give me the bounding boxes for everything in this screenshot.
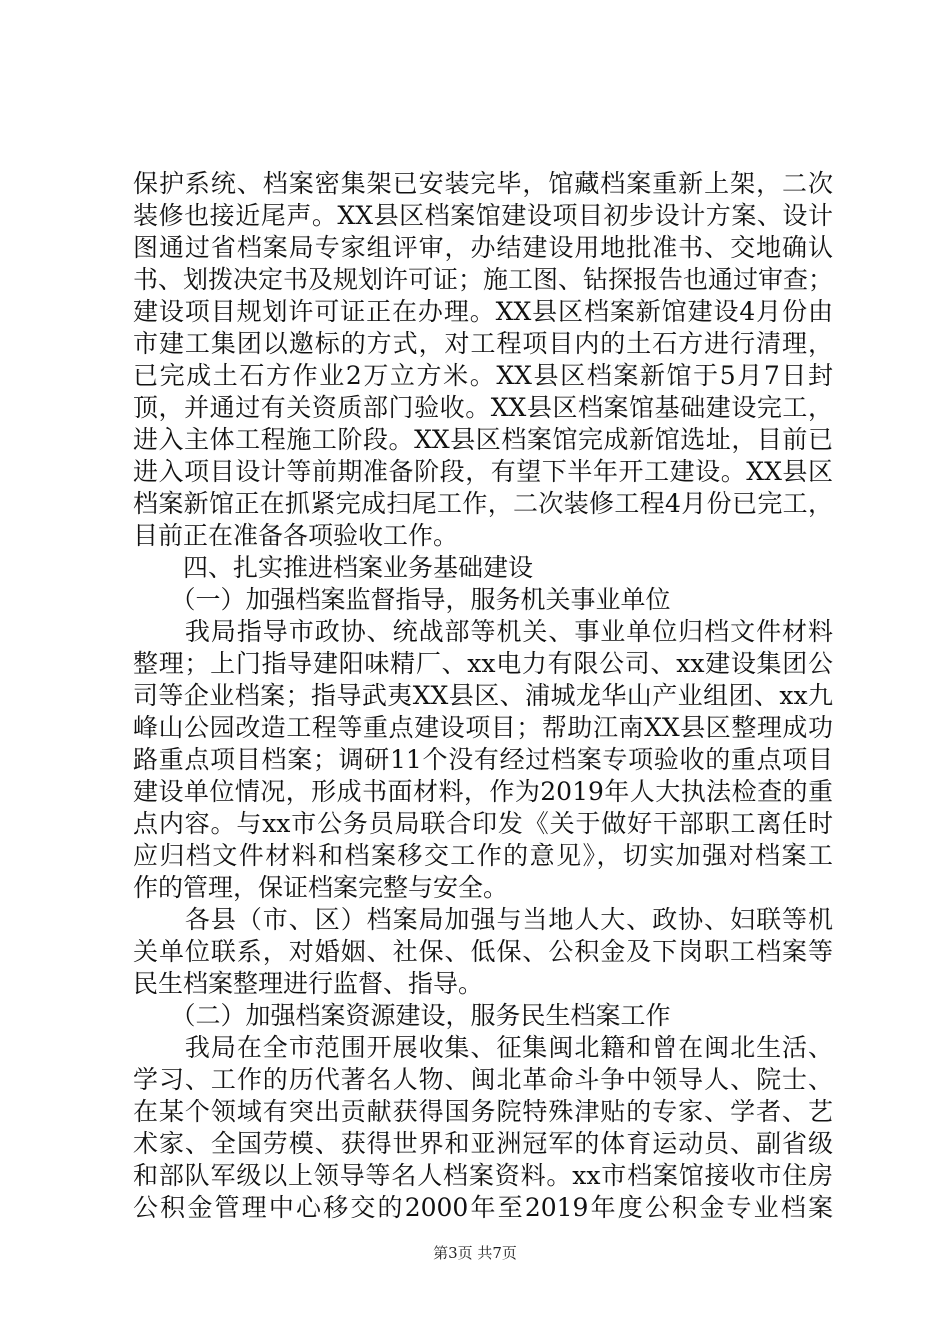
paragraph-line: 保护系统、档案密集架已安装完毕，馆藏档案重新上架，二次 [133,169,833,198]
section-heading: 四、扎实推进档案业务基础建设 [133,553,534,582]
paragraph-line: 术家、全国劳模、获得世界和亚洲冠军的体育运动员、副省级 [133,1129,833,1158]
paragraph-line: 建设单位情况，形成书面材料，作为2019年人大执法检查的重 [133,777,833,806]
paragraph-line: 书、划拨决定书及规划许可证；施工图、钻探报告也通过审查； [133,265,833,294]
paragraph-line: 顶，并通过有关资质部门验收。XX县区档案馆基础建设完工， [133,393,833,422]
paragraph-line: 装修也接近尾声。XX县区档案馆建设项目初步设计方案、设计 [133,201,833,230]
paragraph-line: 司等企业档案；指导武夷XX县区、浦城龙华山产业组团、xx九 [133,681,833,710]
paragraph-line: 建设项目规划许可证正在办理。XX县区档案新馆建设4月份由 [133,297,833,326]
paragraph-line: 在某个领域有突出贡献获得国务院特殊津贴的专家、学者、艺 [133,1097,833,1126]
paragraph-line: 点内容。与xx市公务员局联合印发《关于做好干部职工离任时 [133,809,833,838]
paragraph-line: 民生档案整理进行监督、指导。 [133,969,484,998]
paragraph-line: 市建工集团以邀标的方式，对工程项目内的土石方进行清理， [133,329,833,358]
paragraph-line: 峰山公园改造工程等重点建设项目；帮助江南XX县区整理成功 [133,713,833,742]
paragraph-line: 我局在全市范围开展收集、征集闽北籍和曾在闽北生活、 [133,1033,833,1062]
paragraph-line: 进入项目设计等前期准备阶段，有望下半年开工建设。XX县区 [133,457,833,486]
page-number-footer: 第3页 共7页 [433,1244,517,1262]
paragraph-line: 路重点项目档案；调研11个没有经过档案专项验收的重点项目 [133,745,833,774]
paragraph-line: 我局指导市政协、统战部等机关、事业单位归档文件材料 [133,617,833,646]
paragraph-line: 应归档文件材料和档案移交工作的意见》，切实加强对档案工 [133,841,833,870]
paragraph-line: 已完成土石方作业2万立方米。XX县区档案新馆于5月7日封 [133,361,833,390]
paragraph-line: 档案新馆正在抓紧完成扫尾工作，二次装修工程4月份已完工， [133,489,833,518]
paragraph-line: 公积金管理中心移交的2000年至2019年度公积金专业档案 [133,1193,833,1222]
paragraph-line: 整理；上门指导建阳味精厂、xx电力有限公司、xx建设集团公 [133,649,833,678]
subsection-heading: （二）加强档案资源建设，服务民生档案工作 [133,1001,671,1030]
subsection-heading: （一）加强档案监督指导，服务机关事业单位 [133,585,671,614]
paragraph-line: 进入主体工程施工阶段。XX县区档案馆完成新馆选址，目前已 [133,425,833,454]
paragraph-line: 各县（市、区）档案局加强与当地人大、政协、妇联等机 [133,905,833,934]
paragraph-line: 学习、工作的历代著名人物、闽北革命斗争中领导人、院士、 [133,1065,833,1094]
paragraph-line: 作的管理，保证档案完整与安全。 [133,873,509,902]
paragraph-line: 和部队军级以上领导等名人档案资料。xx市档案馆接收市住房 [133,1161,833,1190]
paragraph-line: 图通过省档案局专家组评审，办结建设用地批准书、交地确认 [133,233,833,262]
paragraph-line: 关单位联系，对婚姻、社保、低保、公积金及下岗职工档案等 [133,937,833,966]
paragraph-line: 目前正在准备各项验收工作。 [133,521,459,550]
